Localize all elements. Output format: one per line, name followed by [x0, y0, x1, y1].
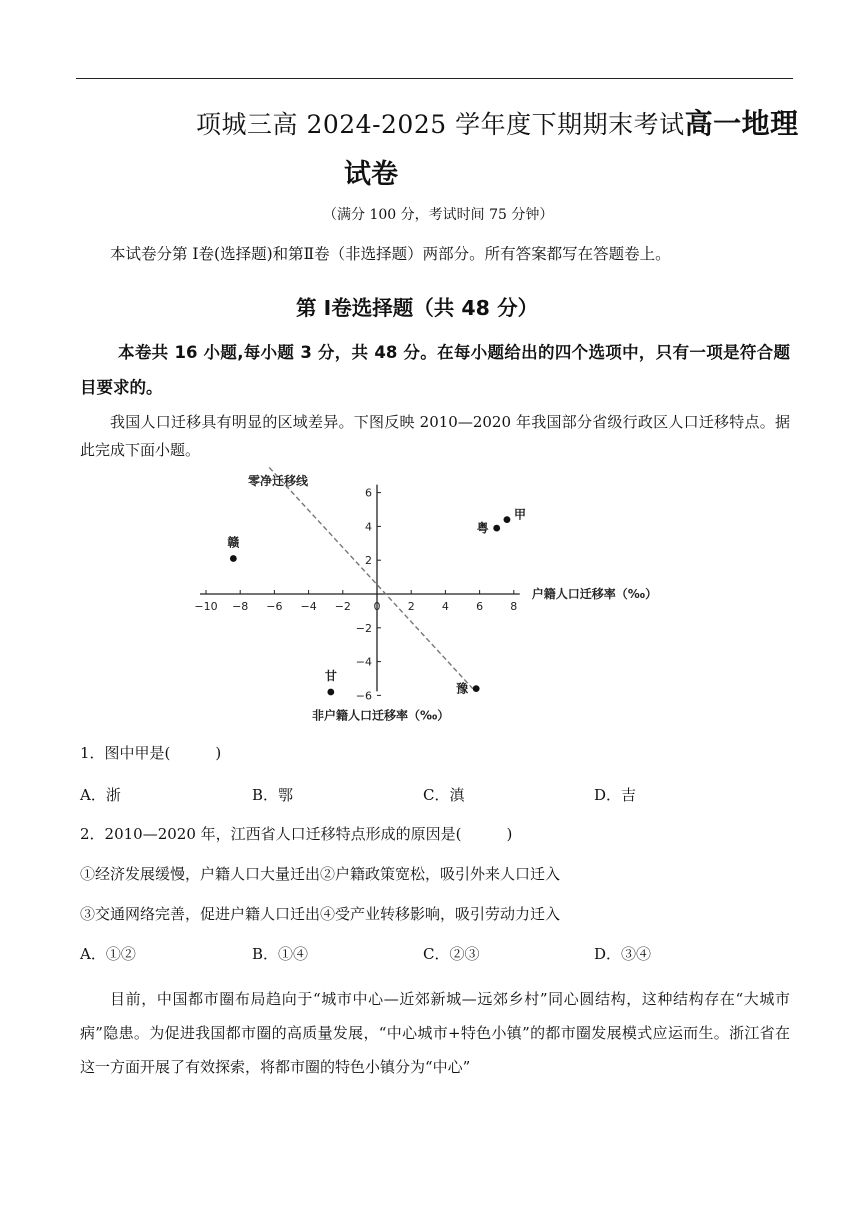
x-tick-label: −6: [266, 600, 283, 613]
y-tick-label: −2: [355, 621, 372, 635]
exam-title-line2: 试卷: [344, 159, 398, 190]
data-point: [327, 689, 334, 696]
zero-net-migration-line-label: 零净迁移线: [248, 474, 309, 488]
x-tick-label: 0: [373, 600, 381, 613]
x-tick-label: 4: [441, 600, 449, 613]
y-tick-label: 6: [365, 486, 372, 500]
data-point-label: 甘: [324, 669, 337, 684]
migration-scatter-chart: [194, 470, 680, 730]
data-point-label: 粤: [476, 521, 489, 536]
exam-title-subject: 高一地理: [684, 107, 799, 140]
data-point-label: 甲: [513, 507, 526, 522]
q1-option-c: C．滇: [423, 786, 465, 804]
passage-1: 我国人口迁移具有明显的区域差异。下图反映 2010—2020 年我国部分省级行政区人口迁移特点。据此完成下面小题。: [80, 413, 790, 459]
q2-option-c: C．②③: [423, 945, 480, 963]
x-tick-label: 6: [476, 600, 484, 613]
data-point-label: 豫: [456, 681, 469, 696]
y-axis-label: 非户籍人口迁移率（‰）: [312, 708, 450, 723]
exam-subtitle: （满分 100 分，考试时间 75 分钟）: [323, 207, 554, 223]
x-tick-label: −8: [232, 600, 249, 613]
question-2-statements-2: ③交通网络完善，促进户籍人口迁出④受产业转移影响，吸引劳动力迁入: [80, 905, 561, 923]
data-point: [504, 516, 511, 523]
exam-intro: 本试卷分第 Ⅰ卷(选择题)和第Ⅱ卷（非选择题）两部分。所有答案都写在答题卷上。: [110, 245, 671, 263]
x-tick-label: 2: [407, 600, 415, 613]
y-tick-label: −6: [355, 689, 372, 703]
x-axis-label: 户籍人口迁移率（‰）: [531, 587, 658, 601]
data-point: [473, 685, 480, 692]
x-tick-label: 8: [510, 600, 518, 613]
y-tick-label: 2: [365, 554, 372, 568]
header-rule: [76, 78, 793, 79]
q2-option-a: A．①②: [80, 945, 136, 963]
y-tick-label: −4: [355, 655, 372, 669]
question-1-stem: 1．图中甲是( ): [80, 744, 222, 762]
section-title: 第 Ⅰ卷选择题（共 48 分）: [296, 296, 539, 320]
question-2-statements-1: ①经济发展缓慢，户籍人口大量迁出②户籍政策宽松，吸引外来人口迁入: [80, 865, 561, 883]
data-point: [493, 525, 500, 532]
data-point-label: 赣: [227, 535, 240, 550]
x-tick-label: −4: [300, 600, 317, 613]
x-tick-label: −10: [194, 600, 218, 613]
section-instruction: 本卷共 16 小题,每小题 3 分，共 48 分。在每小题给出的四个选项中，只有一项是符合题目要求的。: [80, 343, 790, 397]
q1-option-b: B．鄂: [252, 786, 294, 804]
question-2-stem: 2．2010—2020 年，江西省人口迁移特点形成的原因是( ): [80, 825, 513, 843]
y-tick-label: 4: [365, 520, 372, 534]
q1-option-a: A．浙: [80, 786, 121, 804]
x-tick-label: −2: [334, 600, 351, 613]
data-point: [230, 555, 237, 562]
q2-option-d: D．③④: [594, 945, 652, 963]
exam-title-main: 项城三高 2024-2025 学年度下期期末考试: [196, 110, 685, 139]
passage-2: 目前，中国都市圈布局趋向于“城市中心—近郊新城—远郊乡村”同心圆结构，这种结构存在“大城市病”隐患。为促进我国都市圈的高质量发展，“中心城市+特色小镇”的都市圈发展模式应运而生。浙江省在这一方面开展了有效探索，将都市圈的特色小镇分为“中心”: [80, 990, 790, 1076]
q1-option-d: D．吉: [594, 786, 637, 804]
q2-option-b: B．①④: [252, 945, 309, 963]
exam-title: [196, 102, 799, 142]
